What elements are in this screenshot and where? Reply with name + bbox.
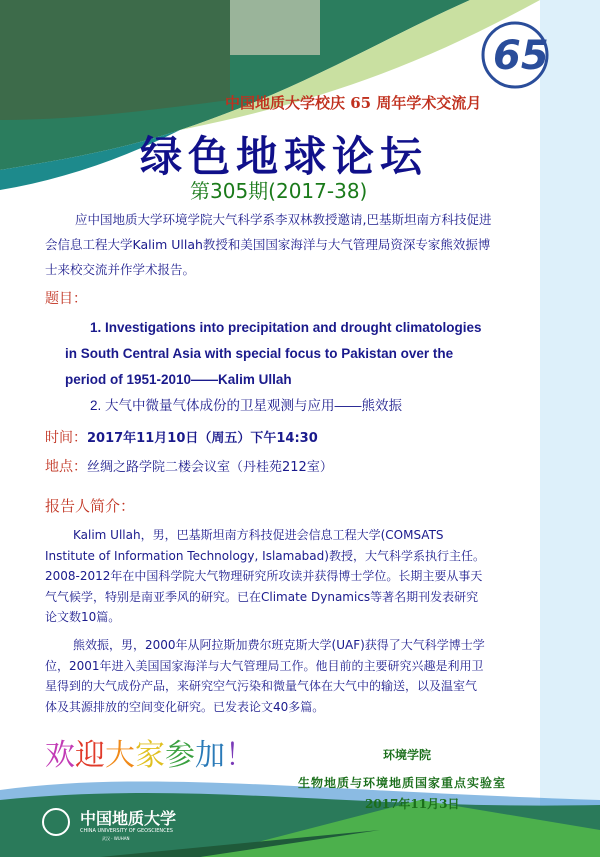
welcome-char: 欢 xyxy=(45,738,75,773)
university-name-en: CHINA UNIVERSITY OF GEOSCIENCES xyxy=(80,828,173,834)
welcome-char: 家 xyxy=(135,738,165,773)
svg-text:65: 65 xyxy=(493,33,549,79)
topic-line: in South Central Asia with special focus to Pakistan over the xyxy=(65,346,454,361)
place-value: 丝绸之路学院二楼会议室（丹桂苑212室） xyxy=(87,460,333,475)
bio-line: 位，2001年进入美国国家海洋与大气管理局工作。他目前的主要研究兴趣是利用卫 xyxy=(45,658,484,673)
bio-line: 体及其源排放的空间变化研究。已发表论文40多篇。 xyxy=(45,699,325,714)
place-label: 地点： xyxy=(45,459,87,475)
bio-line: 2008-2012年在中国科学院大气物理研究所攻读并获得博士学位。长期主要从事天 xyxy=(45,569,483,583)
bio-line: Kalim Ullah，男，巴基斯坦南方科技促进会信息工程大学(COMSATS xyxy=(73,528,444,542)
time-row xyxy=(45,427,318,447)
org-school: 环境学院 xyxy=(383,748,432,762)
issue-number: 第305期(2017-38) xyxy=(190,179,368,203)
time-value: 2017年11月10日（周五）下午14:30 xyxy=(87,431,318,446)
bio-line: 星得到的大气成份产品，来研究空气污染和微量气体在大气中的输送，以及温室气 xyxy=(45,679,478,693)
intro-paragraph xyxy=(45,207,515,282)
bio-line: 熊效振，男，2000年从阿拉斯加费尔班克斯大学(UAF)获得了大气科学博士学 xyxy=(73,638,485,652)
welcome-char: ！ xyxy=(225,738,255,773)
intro-line: 应中国地质大学环境学院大气科学系李双林教授邀请,巴基斯坦南方科技促进 xyxy=(75,212,492,227)
bio-line: 论文数10篇。 xyxy=(45,610,121,624)
welcome-banner xyxy=(45,730,255,774)
event-subtitle: 中国地质大学校庆 65 周年学术交流月 xyxy=(225,94,482,112)
bio-ullah xyxy=(45,525,535,628)
welcome-char: 大 xyxy=(105,738,135,773)
welcome-char: 加 xyxy=(195,738,225,773)
university-city: 武汉 · WUHAN xyxy=(102,836,130,841)
topic-line: period of 1951-2010——Kalim Ullah xyxy=(65,372,292,387)
logo-65 xyxy=(483,23,549,87)
time-label: 时间： xyxy=(45,430,87,446)
bio-label: 报告人简介： xyxy=(45,497,136,515)
place-row xyxy=(45,456,333,476)
intro-line: 会信息工程大学Kalim Ullah教授和美国国家海洋与大气管理局资深专家熊效振博 xyxy=(45,237,491,252)
intro-line: 士来校交流并作学术报告。 xyxy=(45,262,196,277)
welcome-char: 参 xyxy=(165,738,195,773)
topic-line: 2. 大气中微量气体成份的卫星观测与应用——熊效振 xyxy=(90,398,403,413)
org-lab: 生物地质与环境地质国家重点实验室 xyxy=(298,776,507,790)
topics-list xyxy=(65,315,482,419)
bio-line: Institute of Information Technology, Islamabad)教授，大气科学系执行主任。 xyxy=(45,548,485,563)
bio-xiong xyxy=(45,635,535,717)
topic-line: 1. Investigations into precipitation and drought climatologies xyxy=(90,320,482,335)
university-name-cn: 中国地质大学 xyxy=(80,809,177,828)
topics-label: 题目： xyxy=(45,291,87,307)
notice-date: 2017年11月3日 xyxy=(365,797,460,811)
bio-line: 气气候学，特别是南亚季风的研究。已在Climate Dynamics等著名期刊发表研究 xyxy=(45,589,479,604)
welcome-char: 迎 xyxy=(75,738,105,773)
university-seal-icon xyxy=(42,808,70,836)
forum-title: 绿色地球论坛 xyxy=(140,132,429,181)
